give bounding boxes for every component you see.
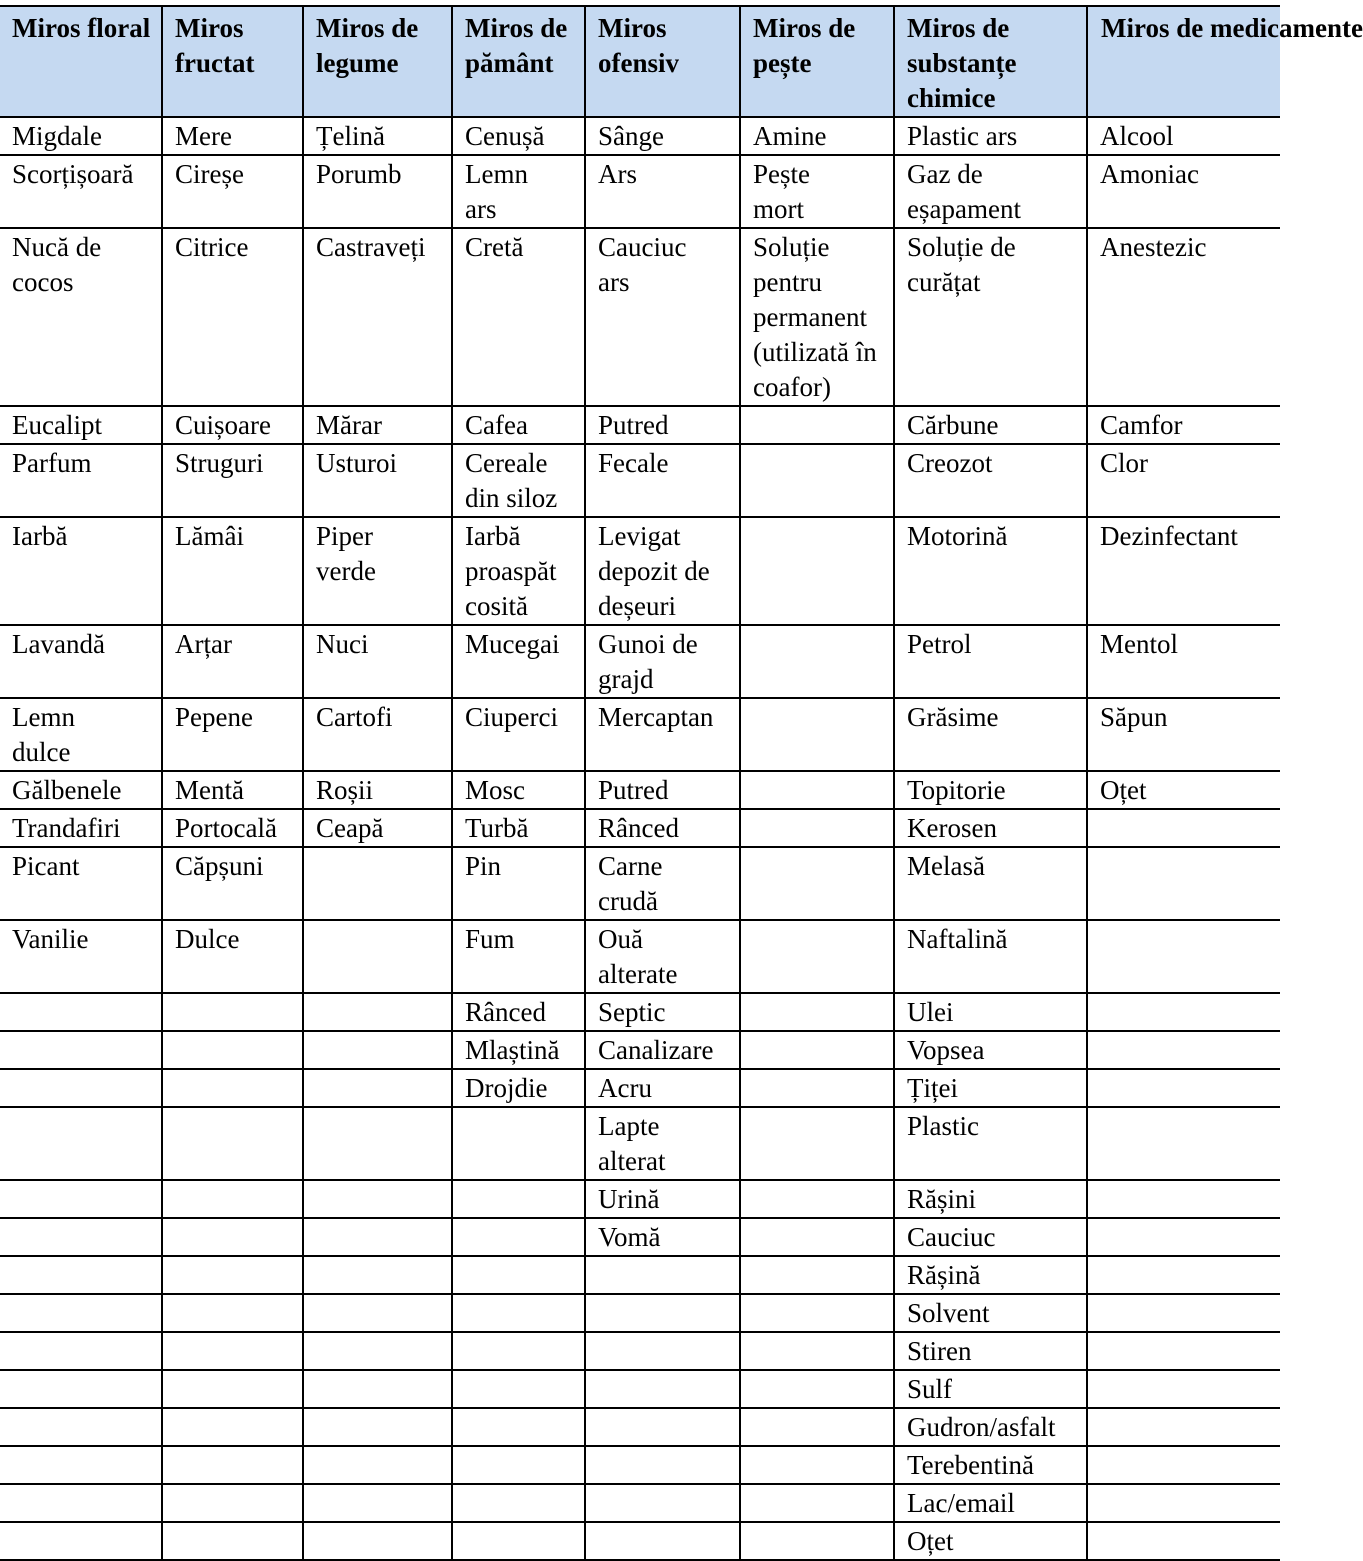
table-cell xyxy=(740,1031,894,1069)
table-cell xyxy=(1087,1069,1280,1107)
table-cell: Gunoi de grajd xyxy=(585,625,740,698)
table-row xyxy=(0,847,1280,920)
table-cell: Vanilie xyxy=(0,920,162,993)
table-cell: Drojdie xyxy=(452,1069,585,1107)
table-cell: Mosc xyxy=(452,771,585,809)
table-cell: Lemn dulce xyxy=(0,698,162,771)
table-row xyxy=(0,1256,1280,1294)
table-row xyxy=(0,406,1280,444)
table-cell: Iarbă proaspăt cosită xyxy=(452,517,585,625)
table-cell xyxy=(740,1107,894,1180)
table-row xyxy=(0,625,1280,698)
column-header: Miros floral xyxy=(0,6,162,117)
table-cell xyxy=(0,1408,162,1446)
table-cell xyxy=(162,1031,303,1069)
table-cell xyxy=(303,1256,452,1294)
table-cell: Grăsime xyxy=(894,698,1087,771)
table-cell: Anestezic xyxy=(1087,228,1280,406)
table-cell: Camfor xyxy=(1087,406,1280,444)
table-cell: Cenușă xyxy=(452,117,585,155)
table-cell xyxy=(585,1408,740,1446)
table-cell xyxy=(1087,1408,1280,1446)
table-cell: Septic xyxy=(585,993,740,1031)
table-cell xyxy=(303,993,452,1031)
table-row xyxy=(0,1069,1280,1107)
table-cell xyxy=(1087,1031,1280,1069)
table-cell: Țelină xyxy=(303,117,452,155)
table-cell: Gălbenele xyxy=(0,771,162,809)
table-cell xyxy=(452,1180,585,1218)
table-cell xyxy=(585,1332,740,1370)
table-cell xyxy=(303,1370,452,1408)
table-cell: Mentol xyxy=(1087,625,1280,698)
table-cell: Cereale din siloz xyxy=(452,444,585,517)
table-cell xyxy=(162,1218,303,1256)
table-cell: Fecale xyxy=(585,444,740,517)
table-cell xyxy=(740,847,894,920)
table-cell xyxy=(1087,993,1280,1031)
table-cell: Lapte alterat xyxy=(585,1107,740,1180)
table-cell xyxy=(740,625,894,698)
table-cell: Canalizare xyxy=(585,1031,740,1069)
table-cell: Terebentină xyxy=(894,1446,1087,1484)
table-cell: Migdale xyxy=(0,117,162,155)
table-cell: Soluție de curățat xyxy=(894,228,1087,406)
table-cell: Ulei xyxy=(894,993,1087,1031)
table-cell xyxy=(0,1256,162,1294)
table-cell xyxy=(740,1522,894,1560)
table-cell: Arțar xyxy=(162,625,303,698)
table-cell: Cauciuc xyxy=(894,1218,1087,1256)
column-header: Miros de medicamente xyxy=(1087,6,1280,117)
table-cell xyxy=(740,444,894,517)
table-cell: Putred xyxy=(585,771,740,809)
table-cell: Mercaptan xyxy=(585,698,740,771)
table-cell: Citrice xyxy=(162,228,303,406)
table-cell xyxy=(162,1408,303,1446)
table-cell: Petrol xyxy=(894,625,1087,698)
table-row xyxy=(0,1294,1280,1332)
table-cell xyxy=(740,1484,894,1522)
table-cell xyxy=(740,920,894,993)
table-row xyxy=(0,1484,1280,1522)
table-row xyxy=(0,1218,1280,1256)
table-cell: Cărbune xyxy=(894,406,1087,444)
table-cell xyxy=(740,517,894,625)
table-cell: Melasă xyxy=(894,847,1087,920)
table-cell: Lavandă xyxy=(0,625,162,698)
table-cell xyxy=(1087,1522,1280,1560)
table-cell xyxy=(303,847,452,920)
table-cell xyxy=(452,1446,585,1484)
table-cell: Topitorie xyxy=(894,771,1087,809)
table-cell xyxy=(740,993,894,1031)
table-row xyxy=(0,1370,1280,1408)
table-header xyxy=(0,6,1363,117)
table-cell xyxy=(452,1218,585,1256)
table-cell: Amoniac xyxy=(1087,155,1280,228)
table-cell: Rășini xyxy=(894,1180,1087,1218)
column-header: Miros de legume xyxy=(303,6,452,117)
header-row xyxy=(0,6,1280,117)
table-cell: Stiren xyxy=(894,1332,1087,1370)
table-cell xyxy=(162,1180,303,1218)
table-cell xyxy=(303,1107,452,1180)
table-row xyxy=(0,1332,1280,1370)
table-cell: Gudron/asfalt xyxy=(894,1408,1087,1446)
table-cell xyxy=(1087,1484,1280,1522)
table-cell xyxy=(452,1107,585,1180)
table-cell: Dulce xyxy=(162,920,303,993)
table-cell xyxy=(740,406,894,444)
table-cell xyxy=(740,1069,894,1107)
table-cell: Oțet xyxy=(894,1522,1087,1560)
table-cell: Lămâi xyxy=(162,517,303,625)
table-cell: Trandafiri xyxy=(0,809,162,847)
table-cell xyxy=(0,1218,162,1256)
table-cell: Vomă xyxy=(585,1218,740,1256)
table-cell: Clor xyxy=(1087,444,1280,517)
table-cell xyxy=(303,1294,452,1332)
table-cell: Urină xyxy=(585,1180,740,1218)
table-cell xyxy=(1087,1256,1280,1294)
table-cell: Mentă xyxy=(162,771,303,809)
table-cell: Carne crudă xyxy=(585,847,740,920)
table-cell xyxy=(0,1069,162,1107)
table-cell: Iarbă xyxy=(0,517,162,625)
table-cell: Lemn ars xyxy=(452,155,585,228)
table-cell: Dezinfectant xyxy=(1087,517,1280,625)
table-cell xyxy=(0,1294,162,1332)
table-cell: Căpșuni xyxy=(162,847,303,920)
table-cell: Parfum xyxy=(0,444,162,517)
table-cell xyxy=(740,1218,894,1256)
table-cell: Usturoi xyxy=(303,444,452,517)
table-cell xyxy=(740,1370,894,1408)
table-cell: Mărar xyxy=(303,406,452,444)
table-cell xyxy=(0,1446,162,1484)
table-cell: Cartofi xyxy=(303,698,452,771)
table-cell: Mlaștină xyxy=(452,1031,585,1069)
table-cell: Nuci xyxy=(303,625,452,698)
table-cell xyxy=(585,1294,740,1332)
table-cell xyxy=(740,698,894,771)
table-cell: Ceapă xyxy=(303,809,452,847)
table-cell xyxy=(740,809,894,847)
table-cell xyxy=(452,1370,585,1408)
table-row xyxy=(0,809,1280,847)
table-cell: Cireșe xyxy=(162,155,303,228)
table-row xyxy=(0,1180,1280,1218)
table-cell xyxy=(162,1484,303,1522)
table-cell: Castraveți xyxy=(303,228,452,406)
table-row xyxy=(0,1446,1280,1484)
table-cell xyxy=(1087,809,1280,847)
table-cell: Cuișoare xyxy=(162,406,303,444)
table-cell xyxy=(303,920,452,993)
table-cell: Sulf xyxy=(894,1370,1087,1408)
table-cell: Soluție pentru permanent (utilizată în coafor) xyxy=(740,228,894,406)
table-cell: Fum xyxy=(452,920,585,993)
table-cell: Acru xyxy=(585,1069,740,1107)
table-cell: Porumb xyxy=(303,155,452,228)
table-cell: Kerosen xyxy=(894,809,1087,847)
table-cell xyxy=(162,1370,303,1408)
table-cell: Picant xyxy=(0,847,162,920)
table-cell: Cafea xyxy=(452,406,585,444)
table-cell: Cauciuc ars xyxy=(585,228,740,406)
table-cell: Putred xyxy=(585,406,740,444)
table-cell xyxy=(162,1107,303,1180)
table-cell: Ouă alterate xyxy=(585,920,740,993)
table-cell xyxy=(452,1484,585,1522)
table-cell xyxy=(303,1446,452,1484)
table-cell: Pin xyxy=(452,847,585,920)
table-cell xyxy=(162,1522,303,1560)
table-cell xyxy=(452,1522,585,1560)
table-cell: Ciuperci xyxy=(452,698,585,771)
table-row xyxy=(0,117,1280,155)
table-cell: Mere xyxy=(162,117,303,155)
table-cell: Naftalină xyxy=(894,920,1087,993)
table-row xyxy=(0,993,1280,1031)
table-cell xyxy=(162,1446,303,1484)
table-cell: Motorină xyxy=(894,517,1087,625)
table-cell xyxy=(162,993,303,1031)
table-cell: Vopsea xyxy=(894,1031,1087,1069)
table-row xyxy=(0,1408,1280,1446)
table-cell: Cretă xyxy=(452,228,585,406)
table-cell: Țiței xyxy=(894,1069,1087,1107)
table-cell xyxy=(162,1294,303,1332)
table-cell xyxy=(452,1256,585,1294)
table-cell: Oțet xyxy=(1087,771,1280,809)
table-row xyxy=(0,698,1280,771)
table-cell xyxy=(585,1522,740,1560)
table-row xyxy=(0,517,1280,625)
column-header: Miros de substanțe chimice xyxy=(894,6,1087,117)
table-cell: Struguri xyxy=(162,444,303,517)
table-cell xyxy=(585,1256,740,1294)
table-cell: Gaz de eșapament xyxy=(894,155,1087,228)
table-cell xyxy=(452,1332,585,1370)
table-cell xyxy=(0,1180,162,1218)
column-header: Miros de pește xyxy=(740,6,894,117)
table-body xyxy=(0,117,1280,1560)
table-cell xyxy=(1087,1446,1280,1484)
table-cell xyxy=(1087,1218,1280,1256)
table-cell xyxy=(303,1522,452,1560)
table-cell: Roșii xyxy=(303,771,452,809)
table-cell xyxy=(303,1332,452,1370)
table-cell: Pepene xyxy=(162,698,303,771)
table-cell xyxy=(740,1180,894,1218)
table-cell xyxy=(162,1069,303,1107)
table-cell: Creozot xyxy=(894,444,1087,517)
table-row xyxy=(0,1107,1280,1180)
table-cell xyxy=(0,993,162,1031)
table-cell xyxy=(1087,1370,1280,1408)
table-cell xyxy=(740,1294,894,1332)
table-cell: Pește mort xyxy=(740,155,894,228)
table-cell xyxy=(452,1408,585,1446)
table-cell xyxy=(740,1256,894,1294)
table-cell: Plastic xyxy=(894,1107,1087,1180)
table-cell xyxy=(303,1218,452,1256)
table-cell xyxy=(740,1332,894,1370)
table-cell xyxy=(303,1408,452,1446)
table-cell: Turbă xyxy=(452,809,585,847)
table-cell: Lac/email xyxy=(894,1484,1087,1522)
column-header: Miros ofensiv xyxy=(585,6,740,117)
table-row xyxy=(0,771,1280,809)
table-cell: Plastic ars xyxy=(894,117,1087,155)
table-cell xyxy=(0,1370,162,1408)
table-cell xyxy=(303,1484,452,1522)
table-cell: Amine xyxy=(740,117,894,155)
table-row xyxy=(0,228,1280,406)
table-cell: Eucalipt xyxy=(0,406,162,444)
table-row xyxy=(0,1522,1280,1560)
column-header: Miros de pământ xyxy=(452,6,585,117)
table-cell xyxy=(1087,1180,1280,1218)
table-cell: Mucegai xyxy=(452,625,585,698)
table-cell xyxy=(0,1031,162,1069)
table-cell: Scorțișoară xyxy=(0,155,162,228)
column-header: Miros fructat xyxy=(162,6,303,117)
table-cell xyxy=(1087,1107,1280,1180)
table-cell xyxy=(0,1332,162,1370)
table-cell xyxy=(452,1294,585,1332)
table-cell xyxy=(303,1069,452,1107)
table-cell xyxy=(1087,1332,1280,1370)
table-cell xyxy=(585,1484,740,1522)
table-cell: Levigat depozit de deșeuri xyxy=(585,517,740,625)
table-cell: Rânced xyxy=(585,809,740,847)
table-cell: Piper verde xyxy=(303,517,452,625)
table-cell: Ars xyxy=(585,155,740,228)
table-cell xyxy=(740,1446,894,1484)
table-cell xyxy=(162,1332,303,1370)
table-cell: Rășină xyxy=(894,1256,1087,1294)
table-cell xyxy=(0,1522,162,1560)
table-cell xyxy=(740,1408,894,1446)
table-cell xyxy=(0,1484,162,1522)
table-cell: Alcool xyxy=(1087,117,1280,155)
table-cell: Nucă de cocos xyxy=(0,228,162,406)
table-cell: Portocală xyxy=(162,809,303,847)
table-cell xyxy=(303,1031,452,1069)
table-cell xyxy=(1087,1294,1280,1332)
table-cell xyxy=(303,1180,452,1218)
table-row xyxy=(0,444,1280,517)
table-row xyxy=(0,155,1280,228)
table-cell xyxy=(162,1256,303,1294)
odor-table xyxy=(0,5,1363,1561)
table-cell: Solvent xyxy=(894,1294,1087,1332)
table-cell xyxy=(0,1107,162,1180)
table-row xyxy=(0,920,1280,993)
table-cell: Săpun xyxy=(1087,698,1280,771)
table-cell xyxy=(585,1370,740,1408)
table-cell xyxy=(740,771,894,809)
table-cell xyxy=(585,1446,740,1484)
table-cell xyxy=(1087,847,1280,920)
table-cell xyxy=(1087,920,1280,993)
table-row xyxy=(0,1031,1280,1069)
table-cell: Sânge xyxy=(585,117,740,155)
table-cell: Rânced xyxy=(452,993,585,1031)
